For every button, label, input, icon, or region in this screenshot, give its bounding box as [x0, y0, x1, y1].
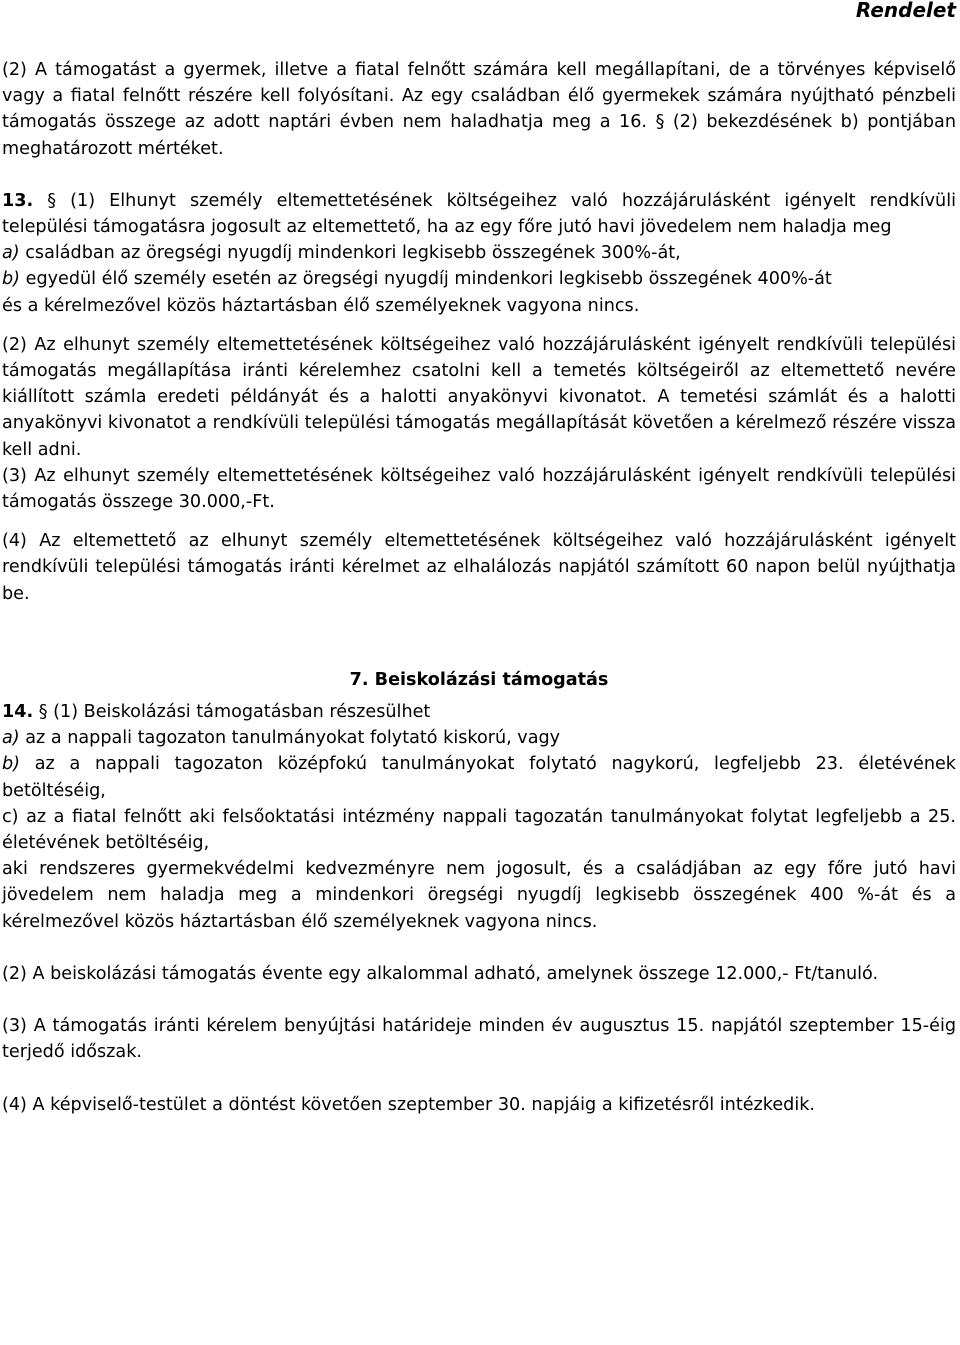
- section-14-paragraph-1: [2, 699, 956, 725]
- section-14-point-b: [2, 751, 956, 803]
- section-14-point-b-text: az a nappali tagozaton középfokú tanulmányokat folytató nagykorú, legfeljebb 23. életévének betöltéséig,: [2, 754, 956, 801]
- section-14-closing: aki rendszeres gyermekvédelmi kedvezményre nem jogosult, és a családjában az egy főre jutó havi jövedelem nem haladja meg a mindenkori öregségi nyugdíj legkisebb összegének 400 %-át és a kérelmezővel közös háztartásban élő személyeknek vagyona nincs.: [2, 859, 956, 932]
- section-14-paragraph-2: (2) A beiskolázási támogatás évente egy alkalommal adható, amelynek összege 12.000,- Ft/tanuló.: [2, 963, 879, 984]
- section-13-p1-text: § (1) Elhunyt személy eltemettetésének költségeihez való hozzájárulásként igényelt rendkívüli települési támogatásra jogosult az eltemettető, ha az egy főre jutó havi jövedelem nem haladja meg: [2, 190, 956, 238]
- section-14-point-a-label: a): [2, 728, 20, 749]
- section-14-point-a-text: az a nappali tagozaton tanulmányokat folytató kiskorú, vagy: [19, 728, 561, 749]
- section-14-point-b-label: b): [2, 754, 21, 775]
- section-13-point-b-text: egyedül élő személy esetén az öregségi nyugdíj mindenkori legkisebb összegének 400%-át: [20, 269, 832, 290]
- section-14-paragraph-3: (3) A támogatás iránti kérelem benyújtási határideje minden év augusztus 15. napjától szeptember 15-éig terjedő időszak.: [2, 1016, 956, 1063]
- section-13-paragraph-3: (3) Az elhunyt személy eltemettetésének költségeihez való hozzájárulásként igényelt rendkívüli települési támogatás összege 30.000,-Ft.: [2, 465, 956, 513]
- section-13-point-b-label: b): [2, 269, 21, 290]
- page-header: Rendelet: [855, 0, 956, 22]
- section-heading: 7. Beiskolázási támogatás: [349, 669, 609, 690]
- section-13-closing: és a kérelmezővel közös háztartásban élő személyeknek vagyona nincs.: [2, 295, 640, 316]
- document-body: [2, 57, 956, 1118]
- section-13-paragraph-2: (2) Az elhunyt személy eltemettetésének költségeihez való hozzájárulásként igényelt rendkívüli települési támogatás megállapítása iránti kérelemhez csatolni kell a temetés költségeiről az eltemettető nevére kiállított számla eredeti példányát és a halotti anyakönyvi kivonatot. A temetési számlát és a halotti anyakönyvi kivonatot a rendkívüli települési támogatás megállapítását követően a kérelmező részére vissza kell adni.: [2, 334, 956, 460]
- section-14-p1-text: § (1) Beiskolázási támogatásban részesülhet: [33, 702, 431, 723]
- section-14-point-c: c) az a fiatal felnőtt aki felsőoktatási intézmény nappali tagozatán tanulmányokat folytat legfeljebb a 25. életévének betöltéséig,: [2, 806, 956, 854]
- section-13-number: 13.: [2, 190, 34, 211]
- section-13-paragraph-4: (4) Az eltemettető az elhunyt személy eltemettetésének költségeihez való hozzájárulásként igényelt rendkívüli települési támogatás iránti kérelmet az elhalálozás napjától számított 60 napon belül nyújthatja be.: [2, 531, 956, 604]
- section-13-point-a: [2, 240, 956, 266]
- section-13-point-a-text: családban az öregségi nyugdíj mindenkori legkisebb összegének 300%-át,: [19, 243, 681, 264]
- section-14-number: 14.: [2, 702, 34, 723]
- paragraph-2-intro: (2) A támogatást a gyermek, illetve a fiatal felnőtt számára kell megállapítani, de a törvényes képviselő vagy a fiatal felnőtt részére kell folyósítani. Az egy családban élő gyermekek számára nyújtható pénzbeli támogatás összege az adott naptári évben nem haladhatja meg a 16. § (2) bekezdésének b) pontjában meghatározott mértéket.: [2, 60, 956, 159]
- section-13-point-b: [2, 266, 956, 292]
- section-14-point-a: [2, 725, 956, 751]
- section-13-point-a-label: a): [2, 243, 20, 264]
- section-14-paragraph-4: (4) A képviselő-testület a döntést követően szeptember 30. napjáig a kifizetésről intézkedik.: [2, 1094, 815, 1115]
- section-13-paragraph-1: [2, 188, 956, 240]
